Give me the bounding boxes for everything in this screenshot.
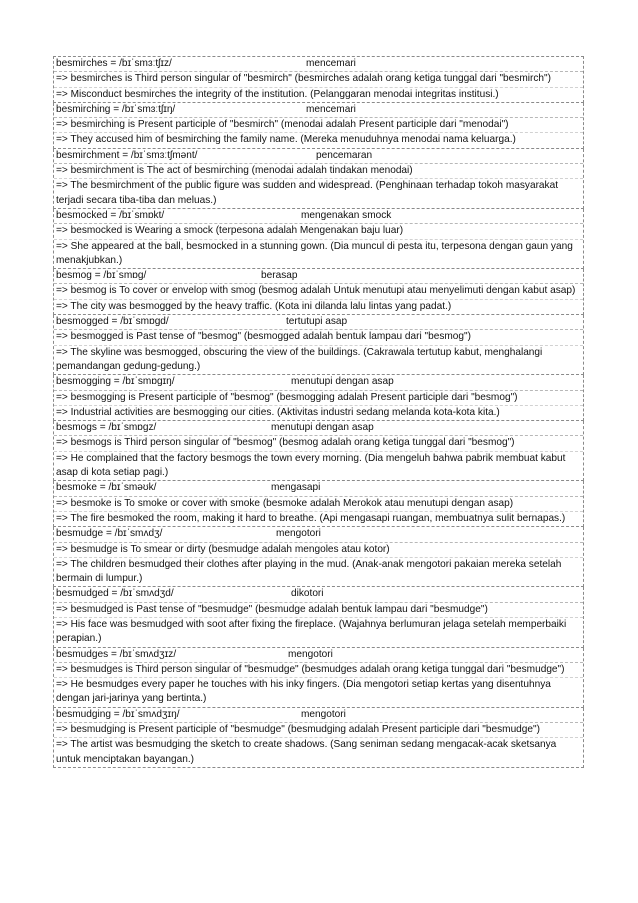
- dictionary-entry: [53, 587, 584, 647]
- dictionary-entry: [53, 315, 584, 375]
- headword-pronunciation: besmoke = /bɪˈsməʊk/: [56, 482, 157, 494]
- definition-line: => besmogging is Present participle of "besmog" (besmogging adalah Present participle dari "besmog"): [54, 391, 583, 406]
- example-line: => The skyline was besmogged, obscuring the view of the buildings. (Cakrawala tertutup kabut, menghalangi pemandangan gedung-gedung.): [56, 346, 543, 372]
- dictionary-entry: [53, 375, 584, 421]
- headword-pronunciation: besmirchment = /bɪˈsmɜːtʃmənt/: [56, 149, 198, 161]
- entry-header-row: [54, 315, 583, 330]
- headword-pronunciation: besmirches = /bɪˈsmɜːtʃɪz/: [56, 58, 172, 69]
- dictionary-entry: [53, 421, 584, 481]
- example-line: => Industrial activities are besmogging our cities. (Aktivitas industri sedang melanda kota-kota kita.): [56, 406, 500, 418]
- definition-line: => besmogged is Past tense of "besmog" (besmogged adalah bentuk lampau dari "besmog"): [54, 330, 583, 345]
- headword-pronunciation: besmudges = /bɪˈsmʌdʒɪz/: [56, 648, 177, 660]
- definition-line: => besmog is To cover or envelop with smog (besmog adalah Untuk menutupi atau menyelimuti dengan kabut asap): [54, 284, 583, 299]
- dictionary-entry: [53, 103, 584, 149]
- translation: pencemaran: [316, 149, 373, 161]
- translation: tertutupi asap: [286, 316, 348, 328]
- headword-pronunciation: besmudged = /bɪˈsmʌdʒd/: [56, 588, 174, 600]
- translation: mengenakan smock: [301, 209, 392, 221]
- definition-line: => besmirching is Present participle of "besmirch" (menodai adalah Present participle dari "menodai"): [54, 118, 583, 133]
- dictionary-entry: [53, 209, 584, 269]
- definition-line: => besmudging is Present participle of "besmudge" (besmudging adalah Present participle dari "besmudge"): [54, 723, 583, 738]
- definition-line: => besmudge is To smear or dirty (besmudge adalah mengoles atau kotor): [54, 543, 583, 558]
- translation: mencemari: [306, 103, 356, 115]
- dictionary-entry: [53, 56, 584, 103]
- translation: menutupi dengan asap: [271, 422, 374, 434]
- entry-header-row: [54, 269, 583, 284]
- example-line: => They accused him of besmirching the family name. (Mereka menuduhnya menodai nama keluarga.): [56, 134, 516, 146]
- definition-line: => besmogs is Third person singular of "besmog" (besmog adalah orang ketiga tunggal dari "besmog"): [54, 436, 583, 451]
- definition-line: => besmirchment is The act of besmirching (menodai adalah tindakan menodai): [54, 164, 583, 179]
- entry-header-row: [54, 648, 583, 663]
- entry-header-row: [54, 209, 583, 224]
- translation: menutupi dengan asap: [291, 376, 394, 388]
- example-line: => She appeared at the ball, besmocked in a stunning gown. (Dia muncul di pesta itu, terpesona dengan gaun yang menakjubkan.): [56, 240, 573, 266]
- entry-header-row: [54, 481, 583, 496]
- example-line: => The children besmudged their clothes after playing in the mud. (Anak-anak mengotori pakaian mereka setelah bermain di lumpur.): [56, 558, 562, 585]
- headword-pronunciation: besmogging = /bɪˈsmɒɡɪŋ/: [56, 376, 175, 388]
- dictionary-entry: [53, 527, 584, 587]
- translation: mencemari: [306, 58, 356, 69]
- example-line: => He besmudges every paper he touches with his inky fingers. (Dia mengotori setiap kertas yang disentuhnya dengan jari-jarinya yang bertinta.): [56, 679, 551, 705]
- definition-line: => besmirches is Third person singular of "besmirch" (besmirches adalah orang ketiga tunggal dari "besmirch"): [54, 72, 583, 87]
- headword-pronunciation: besmog = /bɪˈsmɒɡ/: [56, 270, 147, 282]
- headword-pronunciation: besmogs = /bɪˈsmɒɡz/: [56, 422, 157, 434]
- example-line: => The fire besmoked the room, making it hard to breathe. (Api mengasapi ruangan, membuatnya sulit bernapas.): [56, 512, 566, 524]
- entry-header-row: [54, 149, 583, 164]
- dictionary-entry: [53, 149, 584, 209]
- example-line: => The besmirchment of the public figure was sudden and widespread. (Penghinaan terhadap tokoh masyarakat terjadi secara tiba-tiba dan meluas.): [56, 180, 559, 206]
- dictionary-entry: [53, 481, 584, 527]
- example-line: => His face was besmudged with soot after fixing the fireplace. (Wajahnya berlumuran jelaga setelah memperbaiki perapian.): [56, 618, 567, 645]
- dictionary-entry: [53, 269, 584, 315]
- translation: mengotori: [276, 528, 321, 540]
- translation: berasap: [261, 270, 298, 282]
- example-line: => The artist was besmudging the sketch to create shadows. (Sang seniman sedang mengacak-acak sketsanya untuk menciptakan bayangan.): [56, 739, 557, 765]
- headword-pronunciation: besmirching = /bɪˈsmɜːtʃɪŋ/: [56, 103, 176, 115]
- entry-header-row: [54, 421, 583, 436]
- entry-header-row: [54, 375, 583, 390]
- headword-pronunciation: besmudging = /bɪˈsmʌdʒɪŋ/: [56, 708, 180, 720]
- translation: dikotori: [291, 588, 324, 600]
- translation: mengotori: [301, 708, 346, 720]
- entry-header-row: [54, 57, 583, 72]
- example-line: => The city was besmogged by the heavy traffic. (Kota ini dilanda lalu lintas yang padat.): [56, 300, 452, 312]
- headword-pronunciation: besmocked = /bɪˈsmɒkt/: [56, 209, 165, 221]
- entry-header-row: [54, 527, 583, 542]
- entry-header-row: [54, 103, 583, 118]
- dictionary-entry: [53, 708, 584, 768]
- headword-pronunciation: besmudge = /bɪˈsmʌdʒ/: [56, 528, 163, 540]
- example-line: => He complained that the factory besmogs the town every morning. (Dia mengeluh bahwa pabrik membuat kabut asap di kota setiap pagi.): [56, 452, 566, 479]
- dictionary-entry-list: [53, 56, 584, 768]
- entry-header-row: [54, 587, 583, 602]
- translation: mengasapi: [271, 482, 321, 494]
- translation: mengotori: [288, 648, 333, 660]
- definition-line: => besmudged is Past tense of "besmudge" (besmudge adalah bentuk lampau dari "besmudge"): [54, 603, 583, 618]
- entry-header-row: [54, 708, 583, 723]
- definition-line: => besmudges is Third person singular of "besmudge" (besmudges adalah orang ketiga tunggal dari "besmudge"): [54, 663, 583, 678]
- dictionary-entry: [53, 648, 584, 708]
- headword-pronunciation: besmogged = /bɪˈsmɒɡd/: [56, 316, 169, 328]
- definition-line: => besmoke is To smoke or cover with smoke (besmoke adalah Merokok atau menutupi dengan asap): [54, 497, 583, 512]
- definition-line: => besmocked is Wearing a smock (terpesona adalah Mengenakan baju luar): [54, 224, 583, 239]
- example-line: => Misconduct besmirches the integrity of the institution. (Pelanggaran menodai integritas institusi.): [56, 88, 499, 100]
